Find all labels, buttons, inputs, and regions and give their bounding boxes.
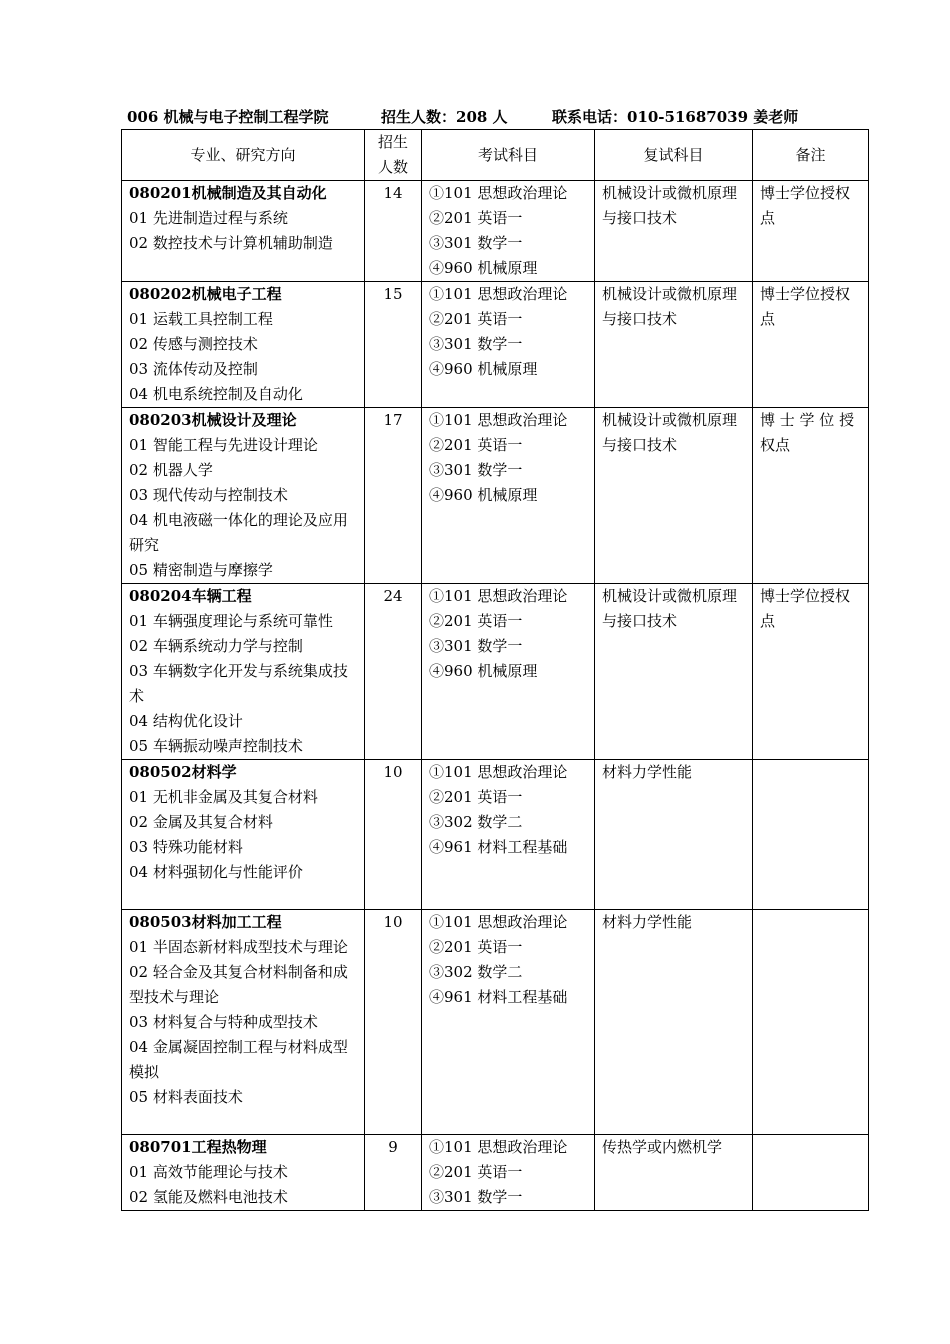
major-cell: [122, 1135, 365, 1211]
major-name: 工程热物理: [191, 1138, 267, 1156]
exam-subject: ③301 数学一: [429, 335, 523, 353]
research-direction: 01 运载工具控制工程: [129, 310, 273, 328]
major-title: [129, 282, 357, 307]
enrollment-count: 10: [383, 763, 403, 781]
major-code: 080204: [129, 587, 192, 605]
major-name: 材料加工工程: [191, 913, 282, 931]
retest-subject: 材料力学性能: [602, 763, 693, 781]
major-code: 080701: [129, 1138, 192, 1156]
research-direction: 04 结构优化设计: [129, 712, 243, 730]
enrollment-count: 10: [383, 913, 403, 931]
table-row: [122, 181, 869, 282]
col-header-note: 备注: [753, 130, 869, 181]
page-header: [127, 107, 798, 127]
major-title: [129, 584, 357, 609]
retest-subjects-cell: [595, 584, 753, 760]
exam-subject: ③301 数学一: [429, 637, 523, 655]
retest-subjects-cell: [595, 282, 753, 408]
enrollment-count-cell: [365, 1135, 422, 1211]
exam-subject: ②201 英语一: [429, 310, 523, 328]
exam-subject: ①101 思想政治理论: [429, 184, 568, 202]
enrollment-count-cell: [365, 760, 422, 910]
major-title: [129, 1135, 357, 1160]
col-header-major: 专业、研究方向: [122, 130, 365, 181]
retest-subjects-cell: [595, 408, 753, 584]
exam-subjects-cell: [422, 1135, 595, 1211]
note-text: 博 士 学 位 授权点: [760, 411, 855, 454]
exam-subject: ③302 数学二: [429, 813, 523, 831]
college-name: 006 机械与电子控制工程学院: [127, 108, 329, 126]
contact-info: 联系电话：010-51687039 姜老师: [552, 108, 799, 126]
research-direction: 02 传感与测控技术: [129, 335, 258, 353]
research-direction: 03 流体传动及控制: [129, 360, 258, 378]
enrollment-count: 24: [383, 587, 403, 605]
exam-subjects-cell: [422, 760, 595, 910]
exam-subject: ④960 机械原理: [429, 360, 538, 378]
major-title: [129, 181, 357, 206]
major-name: 机械电子工程: [191, 285, 282, 303]
exam-subjects-cell: [422, 282, 595, 408]
exam-subject: ①101 思想政治理论: [429, 1138, 568, 1156]
enrollment-quota: 招生人数：208 人: [381, 108, 508, 126]
table-body: [122, 181, 869, 1211]
exam-subject: ③301 数学一: [429, 1188, 523, 1206]
exam-subjects-cell: [422, 584, 595, 760]
note-text: 博士学位授权点: [760, 184, 851, 227]
major-code: 080503: [129, 913, 192, 931]
col-header-count-line2: 人数: [377, 158, 408, 176]
note-cell: [753, 584, 869, 760]
exam-subject: ②201 英语一: [429, 612, 523, 630]
enrollment-count: 15: [383, 285, 403, 303]
col-header-exam: 考试科目: [422, 130, 595, 181]
research-direction: 04 机电液磁一体化的理论及应用研究: [129, 511, 348, 554]
research-direction: 01 先进制造过程与系统: [129, 209, 288, 227]
exam-subject: ③302 数学二: [429, 963, 523, 981]
exam-subject: ②201 英语一: [429, 436, 523, 454]
research-direction: 04 机电系统控制及自动化: [129, 385, 303, 403]
exam-subject: ④960 机械原理: [429, 486, 538, 504]
exam-subject: ②201 英语一: [429, 1163, 523, 1181]
col-header-count-line1: 招生: [377, 133, 408, 151]
exam-subject: ①101 思想政治理论: [429, 763, 568, 781]
exam-subject: ①101 思想政治理论: [429, 411, 568, 429]
research-direction: 01 高效节能理论与技术: [129, 1163, 288, 1181]
exam-subject: ④960 机械原理: [429, 259, 538, 277]
enrollment-count-cell: [365, 181, 422, 282]
exam-subject: ①101 思想政治理论: [429, 285, 568, 303]
retest-subject: 机械设计或微机原理与接口技术: [602, 587, 738, 630]
major-name: 材料学: [191, 763, 237, 781]
major-cell: [122, 910, 365, 1135]
enrollment-count: 9: [388, 1138, 398, 1156]
major-cell: [122, 760, 365, 910]
major-name: 车辆工程: [191, 587, 252, 605]
research-direction: 02 氢能及燃料电池技术: [129, 1188, 288, 1206]
col-header-count: [365, 130, 422, 181]
retest-subject: 机械设计或微机原理与接口技术: [602, 184, 738, 227]
note-cell: [753, 760, 869, 910]
major-title: [129, 910, 357, 935]
research-direction: 01 半固态新材料成型技术与理论: [129, 938, 348, 956]
enrollment-count-cell: [365, 910, 422, 1135]
major-title: [129, 760, 357, 785]
research-direction: 05 精密制造与摩擦学: [129, 561, 273, 579]
col-header-retest: 复试科目: [595, 130, 753, 181]
note-cell: [753, 1135, 869, 1211]
enrollment-count-cell: [365, 584, 422, 760]
major-code: 080201: [129, 184, 192, 202]
research-direction: 03 现代传动与控制技术: [129, 486, 288, 504]
table-row: [122, 910, 869, 1135]
exam-subject: ④961 材料工程基础: [429, 988, 568, 1006]
table-header-row: [122, 130, 869, 181]
major-cell: [122, 408, 365, 584]
retest-subjects-cell: [595, 181, 753, 282]
major-name: 机械制造及其自动化: [191, 184, 327, 202]
research-direction: 01 车辆强度理论与系统可靠性: [129, 612, 333, 630]
enrollment-count-cell: [365, 282, 422, 408]
note-text: 博士学位授权点: [760, 587, 851, 630]
note-cell: [753, 408, 869, 584]
retest-subject: 传热学或内燃机学: [602, 1138, 723, 1156]
table-row: [122, 1135, 869, 1211]
research-direction: 02 数控技术与计算机辅助制造: [129, 234, 333, 252]
exam-subject: ②201 英语一: [429, 938, 523, 956]
note-text: 博士学位授权点: [760, 285, 851, 328]
research-direction: 03 车辆数字化开发与系统集成技术: [129, 662, 348, 705]
exam-subject: ①101 思想政治理论: [429, 587, 568, 605]
enrollment-count: 14: [383, 184, 403, 202]
note-cell: [753, 181, 869, 282]
major-cell: [122, 181, 365, 282]
research-direction: 02 机器人学: [129, 461, 213, 479]
research-direction: 01 智能工程与先进设计理论: [129, 436, 318, 454]
exam-subject: ④961 材料工程基础: [429, 838, 568, 856]
major-code: 080502: [129, 763, 192, 781]
note-cell: [753, 282, 869, 408]
enrollment-count: 17: [383, 411, 403, 429]
admissions-table: [121, 129, 869, 1211]
exam-subject: ④960 机械原理: [429, 662, 538, 680]
exam-subject: ①101 思想政治理论: [429, 913, 568, 931]
research-direction: 05 车辆振动噪声控制技术: [129, 737, 303, 755]
research-direction: 01 无机非金属及其复合材料: [129, 788, 318, 806]
major-code: 080202: [129, 285, 192, 303]
exam-subjects-cell: [422, 181, 595, 282]
research-direction: 05 材料表面技术: [129, 1088, 243, 1106]
research-direction: 02 金属及其复合材料: [129, 813, 273, 831]
research-direction: 02 车辆系统动力学与控制: [129, 637, 303, 655]
research-direction: 03 材料复合与特种成型技术: [129, 1013, 318, 1031]
retest-subject: 机械设计或微机原理与接口技术: [602, 285, 738, 328]
table-row: [122, 282, 869, 408]
major-cell: [122, 584, 365, 760]
major-code: 080203: [129, 411, 192, 429]
exam-subject: ②201 英语一: [429, 788, 523, 806]
exam-subjects-cell: [422, 910, 595, 1135]
retest-subject: 材料力学性能: [602, 913, 693, 931]
major-cell: [122, 282, 365, 408]
exam-subject: ②201 英语一: [429, 209, 523, 227]
research-direction: 04 材料强韧化与性能评价: [129, 863, 303, 881]
retest-subjects-cell: [595, 760, 753, 910]
research-direction: 04 金属凝固控制工程与材料成型模拟: [129, 1038, 348, 1081]
note-cell: [753, 910, 869, 1135]
major-title: [129, 408, 357, 433]
table-row: [122, 584, 869, 760]
exam-subjects-cell: [422, 408, 595, 584]
exam-subject: ③301 数学一: [429, 234, 523, 252]
research-direction: 02 轻合金及其复合材料制备和成型技术与理论: [129, 963, 348, 1006]
enrollment-count-cell: [365, 408, 422, 584]
retest-subjects-cell: [595, 910, 753, 1135]
research-direction: 03 特殊功能材料: [129, 838, 243, 856]
table-row: [122, 408, 869, 584]
exam-subject: ③301 数学一: [429, 461, 523, 479]
retest-subject: 机械设计或微机原理与接口技术: [602, 411, 738, 454]
table-row: [122, 760, 869, 910]
retest-subjects-cell: [595, 1135, 753, 1211]
major-name: 机械设计及理论: [191, 411, 297, 429]
